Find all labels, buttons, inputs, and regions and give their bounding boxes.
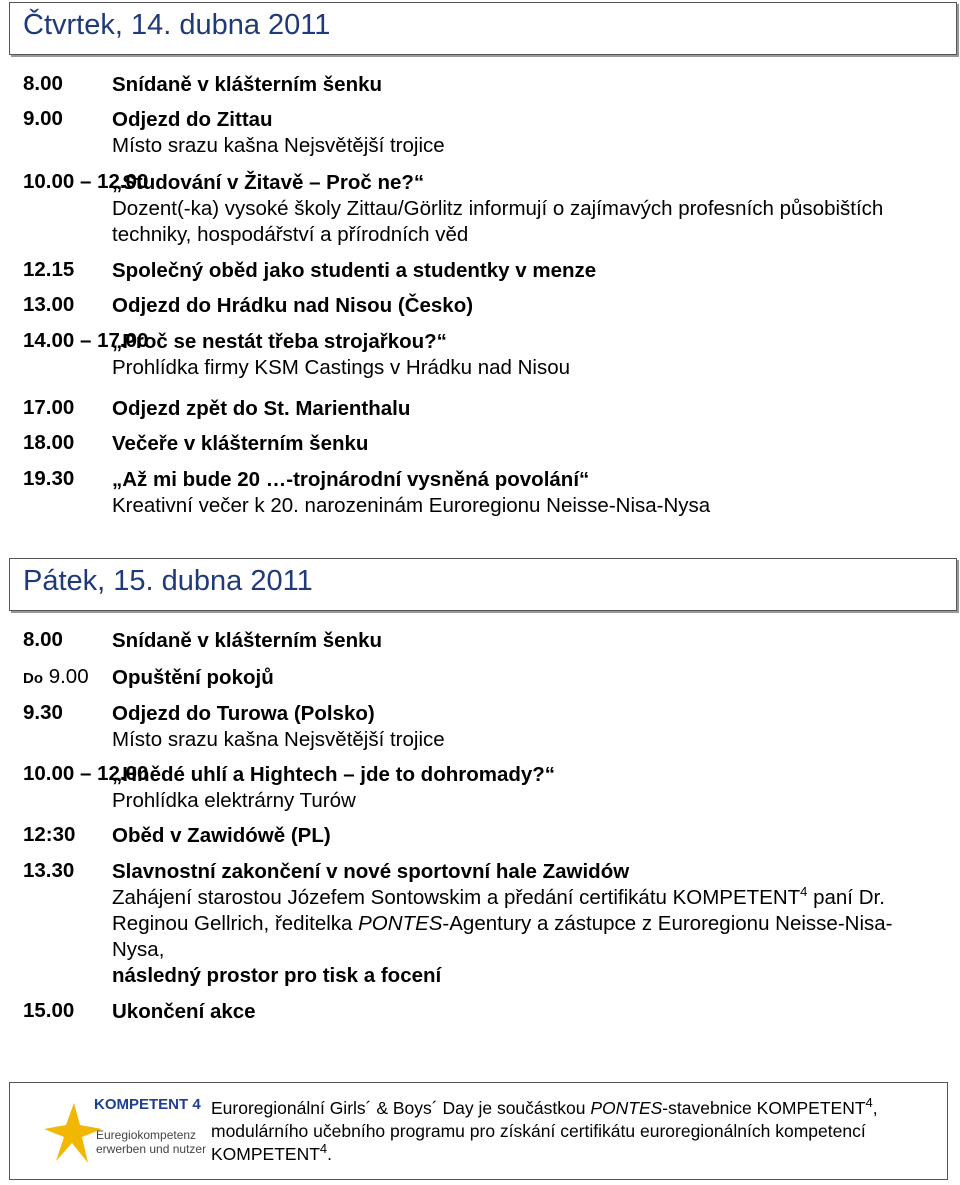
item-time: 10.00 – 12.00: [23, 170, 149, 193]
item-title: Odjezd do Hrádku nad Nisou (Česko): [112, 294, 474, 317]
item-description: Zahájení starostou Józefem Sontowskim a předání certifikátu KOMPETENT$^4$ paní Dr. Reginou Gellrich, ředitelka PONTES-Agentury a zástupce z Euroregionu Neisse-Nisa-Nysa,: [112, 884, 893, 961]
item-time: 14.00 – 17.00: [23, 329, 149, 352]
logo-tagline-1: Euregiokompetenz: [96, 1128, 197, 1142]
footer-text: Euroregionální Girls´ & Boys´ Day je součástkou PONTES-stavebnice KOMPETENT$^4$, modulárního učebního programu pro získání certifikátu euroregionálních kompetencí KOMPETENT$^4$.: [211, 1095, 878, 1164]
item-title: Slavnostní zakončení v nové sportovní hale Zawidów: [112, 860, 630, 883]
item-time: 8.00: [23, 628, 63, 651]
item-time: [23, 665, 89, 689]
item-title: Oběd v Zawidówě (PL): [112, 824, 331, 847]
item-title: „Proč se nestát třeba strojařkou?“: [112, 330, 447, 353]
item-title: Společný oběd jako studenti a studentky v menze: [112, 259, 597, 282]
day-header-thursday: [9, 2, 957, 55]
item-description: Prohlídka firmy KSM Castings v Hrádku nad Nisou: [112, 356, 571, 379]
day-header-friday: [9, 558, 957, 611]
item-description: Místo srazu kašna Nejsvětější trojice: [112, 134, 445, 157]
item-description: Místo srazu kašna Nejsvětější trojice: [112, 728, 445, 751]
item-time: 13.00: [23, 293, 75, 316]
item-time: 10.00 – 12.00: [23, 762, 149, 785]
item-time: 13.30: [23, 859, 75, 882]
footer-box: [9, 1082, 948, 1180]
item-time: 9.30: [23, 701, 63, 724]
item-time: 18.00: [23, 431, 75, 454]
item-title: Ukončení akce: [112, 1000, 256, 1023]
item-title: Opuštění pokojů: [112, 666, 274, 689]
item-time: 12:30: [23, 823, 76, 846]
item-title: Snídaně v klášterním šenku: [112, 629, 383, 652]
item-title: Odjezd do Turowa (Polsko): [112, 702, 375, 725]
item-title: Odjezd zpět do St. Marienthalu: [112, 397, 411, 420]
item-title: „Studování v Žitavě – Proč ne?“: [112, 171, 425, 194]
item-title: Odjezd do Zittau: [112, 108, 273, 131]
item-time: 12.15: [23, 258, 75, 281]
item-time: 9.00: [23, 107, 63, 130]
day-title: Čtvrtek, 14. dubna 2011: [23, 9, 331, 41]
item-time: 15.00: [23, 999, 75, 1022]
kompetent-logo: [36, 1091, 206, 1175]
item-title: „Hnědé uhlí a Hightech – jde to dohromady?“: [112, 763, 556, 786]
item-note: následný prostor pro tisk a focení: [112, 964, 442, 987]
item-description: Kreativní večer k 20. narozeninám Euroregionu Neisse-Nisa-Nysa: [112, 494, 711, 517]
item-time-prefix: Do: [23, 670, 43, 687]
item-title: Večeře v klášterním šenku: [112, 432, 369, 455]
day-title: Pátek, 15. dubna 2011: [23, 565, 313, 597]
logo-tagline-2: erwerben und nutzen: [96, 1142, 206, 1156]
item-time: 19.30: [23, 467, 75, 490]
item-time: 8.00: [23, 72, 63, 95]
item-title: „Až mi bude 20 …-trojnárodní vysněná povolání“: [112, 468, 590, 491]
logo-brand: KOMPETENT 4: [94, 1096, 201, 1113]
item-time-value: 9.00: [48, 665, 89, 688]
item-description: Dozent(-ka) vysoké školy Zittau/Görlitz informují o zajímavých profesních působištích techniky, hospodářství a přírodních věd: [112, 197, 884, 246]
item-title: Snídaně v klášterním šenku: [112, 73, 383, 96]
item-description: Prohlídka elektrárny Turów: [112, 789, 356, 812]
item-time: 17.00: [23, 396, 75, 419]
